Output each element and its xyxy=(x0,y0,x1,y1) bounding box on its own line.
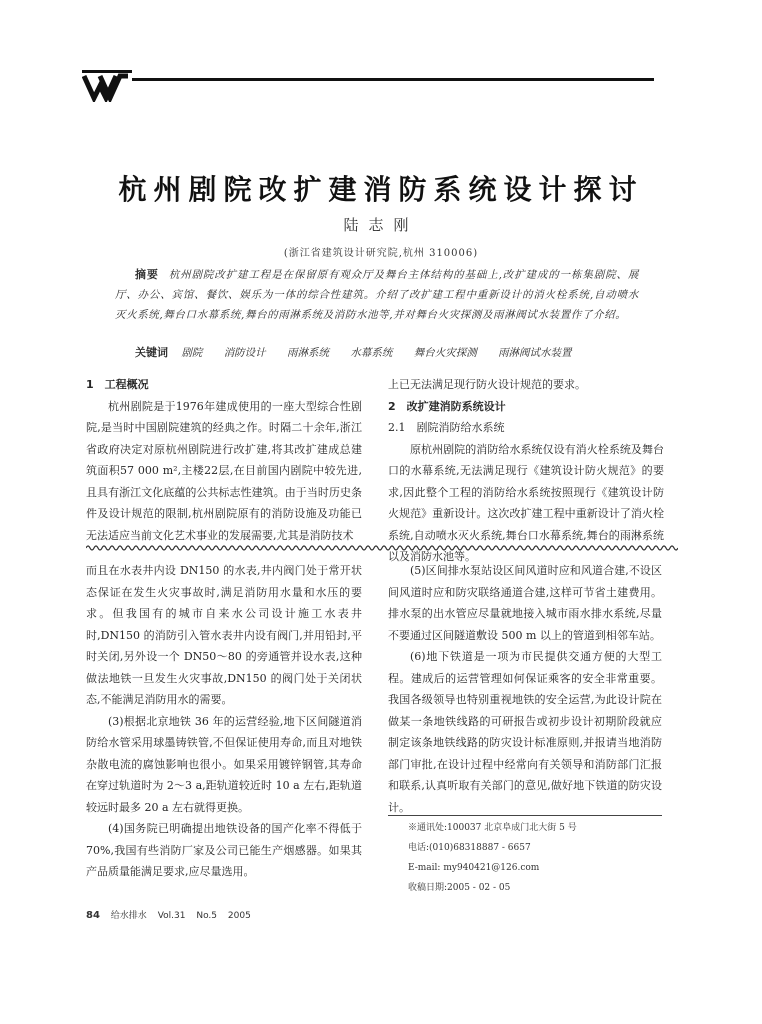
paragraph: (4)国务院已明确提出地铁设备的国产化率不得低于 70%,我国有些消防厂家及公司已能生产烟感器。如果其产品质量能满足要求,应尽量选用。 xyxy=(86,822,362,878)
page-footer xyxy=(86,908,259,921)
wavy-divider xyxy=(86,543,678,553)
column-right-upper xyxy=(388,374,664,568)
subsection-heading: 2.1 剧院消防给水系统 xyxy=(388,421,505,434)
contact-email: E-mail: my940421@126.com xyxy=(408,863,540,873)
column-right-lower xyxy=(388,560,662,818)
author-contact-notes xyxy=(388,815,662,898)
journal-volume: Vol.31 xyxy=(157,911,186,921)
page-number: 84 xyxy=(86,910,100,921)
column-left-upper xyxy=(86,374,362,546)
section-heading: 2 改扩建消防系统设计 xyxy=(388,399,506,413)
keywords-label: 关键词 xyxy=(135,346,168,359)
keyword: 雨淋系统 xyxy=(287,347,330,359)
keyword: 剧院 xyxy=(181,347,203,359)
journal-logo xyxy=(82,70,132,102)
header-rule xyxy=(132,78,654,81)
keyword: 消防设计 xyxy=(223,347,266,359)
column-left-lower xyxy=(86,560,362,883)
abstract xyxy=(115,265,639,325)
abstract-text: 杭州剧院改扩建工程是在保留原有观众厅及舞台主体结构的基础上,改扩建成的一栋集剧院、展厅、办公、宾馆、餐饮、娱乐为一体的综合性建筑。介绍了改扩建工程中重新设计的消火栓系统,自动喷水灭火系统,舞台口水幕系统,舞台的雨淋系统及消防水池等,并对舞台火灾探测及雨淋阀试水装置作了介绍。 xyxy=(115,269,639,321)
paragraph: 而且在水表井内设 DN150 的水表,井内阀门处于常开状态保证在发生火灾事故时,满足消防用水量和水压的要求。但我国有的城市自来水公司设计施工水表井时,DN150 的消防引入管水表井内设有阀门,并用铅封,平时关闭,另外设一个 DN50～80 的旁通管并设水表,这种做法地铁一旦发生火灾事故,DN150 的阀门处于关闭状态,不能满足消防用水的需要。 xyxy=(86,564,362,706)
journal-year: 2005 xyxy=(227,911,251,921)
contact-address: ※通讯处:100037 北京阜成门北大街 5 号 xyxy=(408,823,577,833)
paragraph: 杭州剧院是于1976年建成使用的一座大型综合性剧院,是当时中国剧院建筑的经典之作。时隔二十余年,浙江省政府决定对原杭州剧院进行改扩建,将其改扩建成总建筑面积57 000 m²,主楼22层,在目前国内剧院中较先进,且具有浙江文化底蕴的公共标志性建筑。由于当时历史条件及设计规范的限制,杭州剧院原有的消防设施及功能已无法适应当前文化艺术事业的发展需要,尤其是消防技术 xyxy=(86,399,362,542)
received-date: 收稿日期:2005 - 02 - 05 xyxy=(408,883,511,893)
paragraph-continuation: 上已无法满足现行防火设计规范的要求。 xyxy=(388,378,586,391)
article-title: 杭州剧院改扩建消防系统设计探讨 xyxy=(118,173,644,206)
contact-phone: 电话:(010)68318887 - 6657 xyxy=(408,843,531,853)
author: 陆志刚 xyxy=(343,216,419,234)
paragraph: 原杭州剧院的消防给水系统仅设有消火栓系统及舞台口的水幕系统,无法满足现行《建筑设计防火规范》的要求,因此整个工程的消防给水系统按照现行《建筑设计防火规范》重新设计。这次改扩建工程中重新设计了消火栓系统,自动喷水灭火系统,舞台口水幕系统,舞台的雨淋系统以及消防水池等。 xyxy=(388,442,664,563)
section-heading: 1 工程概况 xyxy=(86,378,149,391)
affiliation: (浙江省建筑设计研究院,杭州 310006) xyxy=(283,248,479,259)
journal-number: No.5 xyxy=(196,911,218,921)
paragraph: (5)区间排水泵站设区间风道时应和风道合建,不设区间风道时应和防灾联络通道合建,这样可节省土建费用。排水泵的出水管应尽量就地接入城市雨水排水系统,尽量不要通过区间隧道敷设 500 m 以上的管道到相邻车站。 xyxy=(388,564,662,642)
abstract-label: 摘要 xyxy=(135,268,159,281)
paragraph: (3)根据北京地铁 36 年的运营经验,地下区间隧道消防给水管采用球墨铸铁管,不但保证使用寿命,而且对地铁杂散电流的腐蚀影响也很小。如果采用镀锌钢管,其寿命在穿过轨道时为 2～3 a,距轨道较近时 10 a 左右,距轨道较远时最多 20 a 左右就得更换。 xyxy=(86,714,362,814)
paragraph: (6)地下铁道是一项为市民提供交通方便的大型工程。建成后的运营管理如何保证乘客的安全非常重要。我国各级领导也特别重视地铁的安全运营,为此设计院在做某一条地铁线路的可研报告或初步设计初期阶段就应制定该条地铁线路的防灾设计标准原则,并报请当地消防部门审批,在设计过程中经常向有关领导和消防部门汇报和联系,认真听取有关部门的意见,做好地下铁道的防灾设计。 xyxy=(388,650,662,814)
keywords xyxy=(115,344,639,362)
keyword: 舞台火灾探测 xyxy=(413,347,477,359)
keyword: 雨淋阀试水装置 xyxy=(498,347,572,359)
journal-name: 给水排水 xyxy=(110,911,147,921)
keyword: 水幕系统 xyxy=(350,347,393,359)
